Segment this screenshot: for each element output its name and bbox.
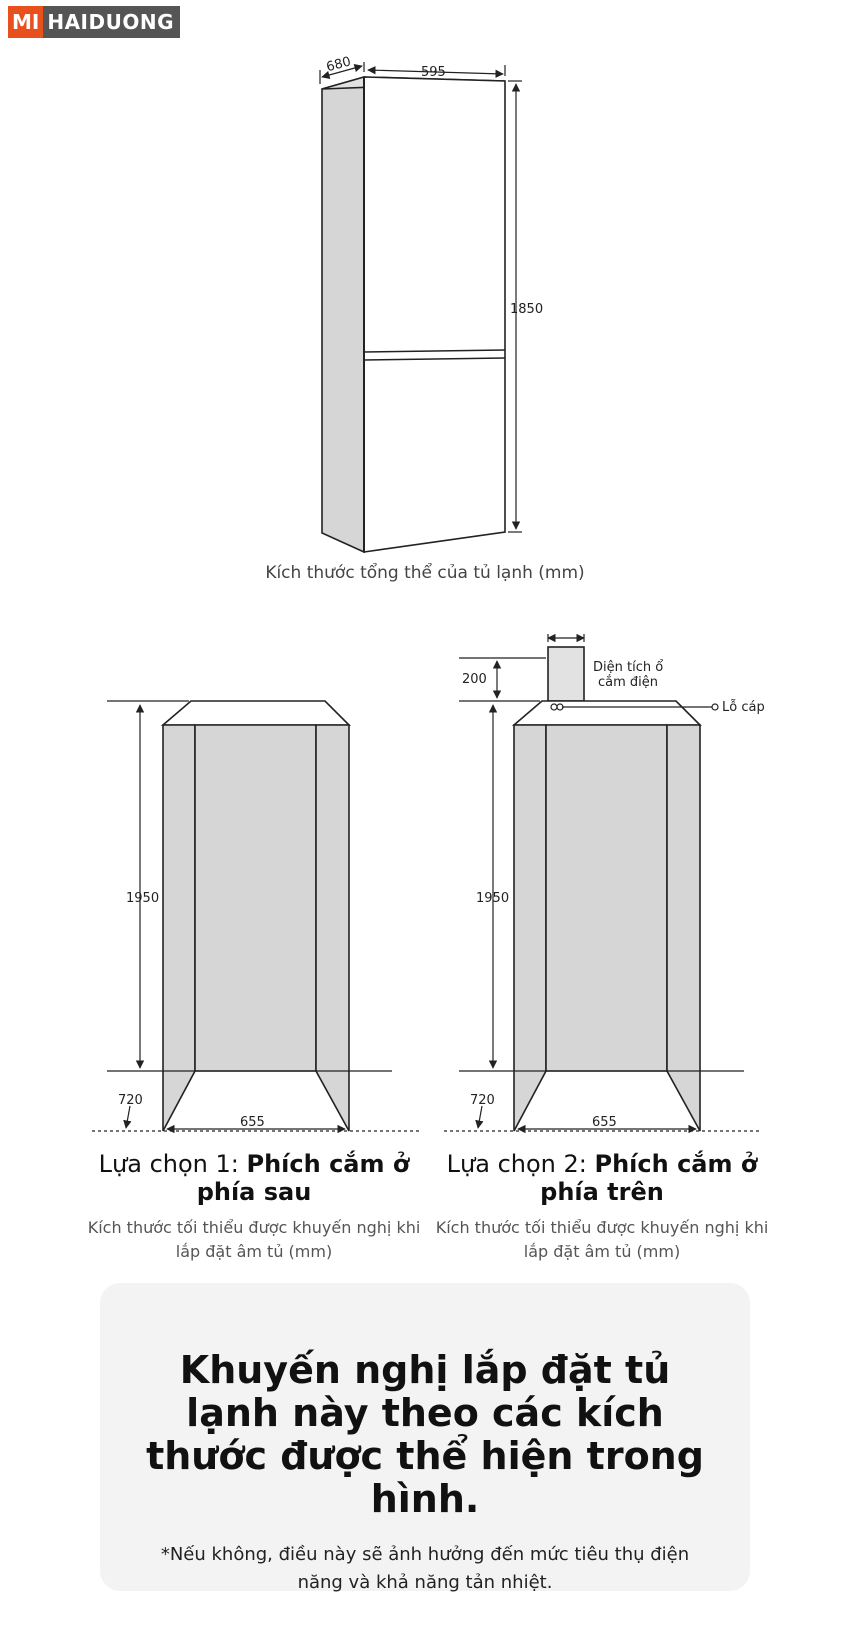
option1-height-label: 1950 bbox=[126, 891, 160, 906]
option1-depth-label: 720 bbox=[118, 1093, 143, 1108]
option2-height-label: 1950 bbox=[476, 891, 510, 906]
option1-left-panel bbox=[163, 725, 195, 1131]
option2-drawing bbox=[514, 647, 700, 1131]
fridge-height-label: 1850 bbox=[510, 302, 544, 317]
option1-text bbox=[84, 1150, 424, 1264]
option2-socket-height-label: 200 bbox=[462, 672, 487, 687]
option2-title-bold: Phích cắm ở phía trên bbox=[540, 1150, 758, 1206]
brand-name: HAIDUONG bbox=[43, 6, 180, 38]
option1-subtitle: Kích thước tối thiểu được khuyến nghị khi lắp đặt âm tủ (mm) bbox=[87, 1218, 421, 1261]
option1-title-prefix: Lựa chọn 1: bbox=[98, 1150, 247, 1178]
option2-socket-label-1: Diện tích ổ bbox=[593, 660, 664, 675]
fridge-side-panel bbox=[322, 77, 364, 552]
fridge-front-panel bbox=[364, 77, 505, 552]
option2-cable-hole-1 bbox=[551, 704, 557, 710]
option2-title-prefix: Lựa chọn 2: bbox=[446, 1150, 595, 1178]
option2-text bbox=[432, 1150, 772, 1264]
option1-title-bold: Phích cắm ở phía sau bbox=[196, 1150, 410, 1206]
option2-socket-area bbox=[548, 647, 584, 701]
option1-title bbox=[84, 1150, 424, 1206]
fridge-drawing bbox=[322, 77, 505, 552]
fridge-depth-label: 680 bbox=[324, 54, 353, 76]
fridge-caption: Kích thước tổng thể của tủ lạnh (mm) bbox=[265, 563, 585, 583]
option2-width-label: 655 bbox=[592, 1115, 617, 1130]
option2-socket-label-2: cắm điện bbox=[598, 675, 659, 690]
option1-right-panel bbox=[316, 725, 349, 1131]
recommendation-footnote: *Nếu không, điều này sẽ ảnh hưởng đến mức tiêu thụ điện năng và khả năng tản nhiệt. bbox=[160, 1544, 690, 1593]
brand-mi: MI bbox=[8, 6, 43, 38]
option1-width-label: 655 bbox=[240, 1115, 265, 1130]
option2-left-panel bbox=[514, 725, 546, 1131]
recommendation-box bbox=[100, 1283, 750, 1591]
option2-cable-label: Lỗ cáp bbox=[722, 700, 765, 715]
option2-top bbox=[514, 701, 700, 725]
option1-back-panel bbox=[195, 725, 316, 1071]
option1-drawing bbox=[163, 701, 349, 1131]
option2-title bbox=[432, 1150, 772, 1206]
option2-back-panel bbox=[546, 725, 667, 1071]
option2-subtitle: Kích thước tối thiểu được khuyến nghị khi lắp đặt âm tủ (mm) bbox=[435, 1218, 769, 1261]
option2-depth-label: 720 bbox=[470, 1093, 495, 1108]
option1-top bbox=[163, 701, 349, 725]
fridge-width-label: 595 bbox=[421, 65, 446, 80]
option2-right-panel bbox=[667, 725, 700, 1131]
recommendation-headline: Khuyến nghị lắp đặt tủ lạnh này theo các kích thước được thể hiện trong hình. bbox=[146, 1348, 704, 1521]
